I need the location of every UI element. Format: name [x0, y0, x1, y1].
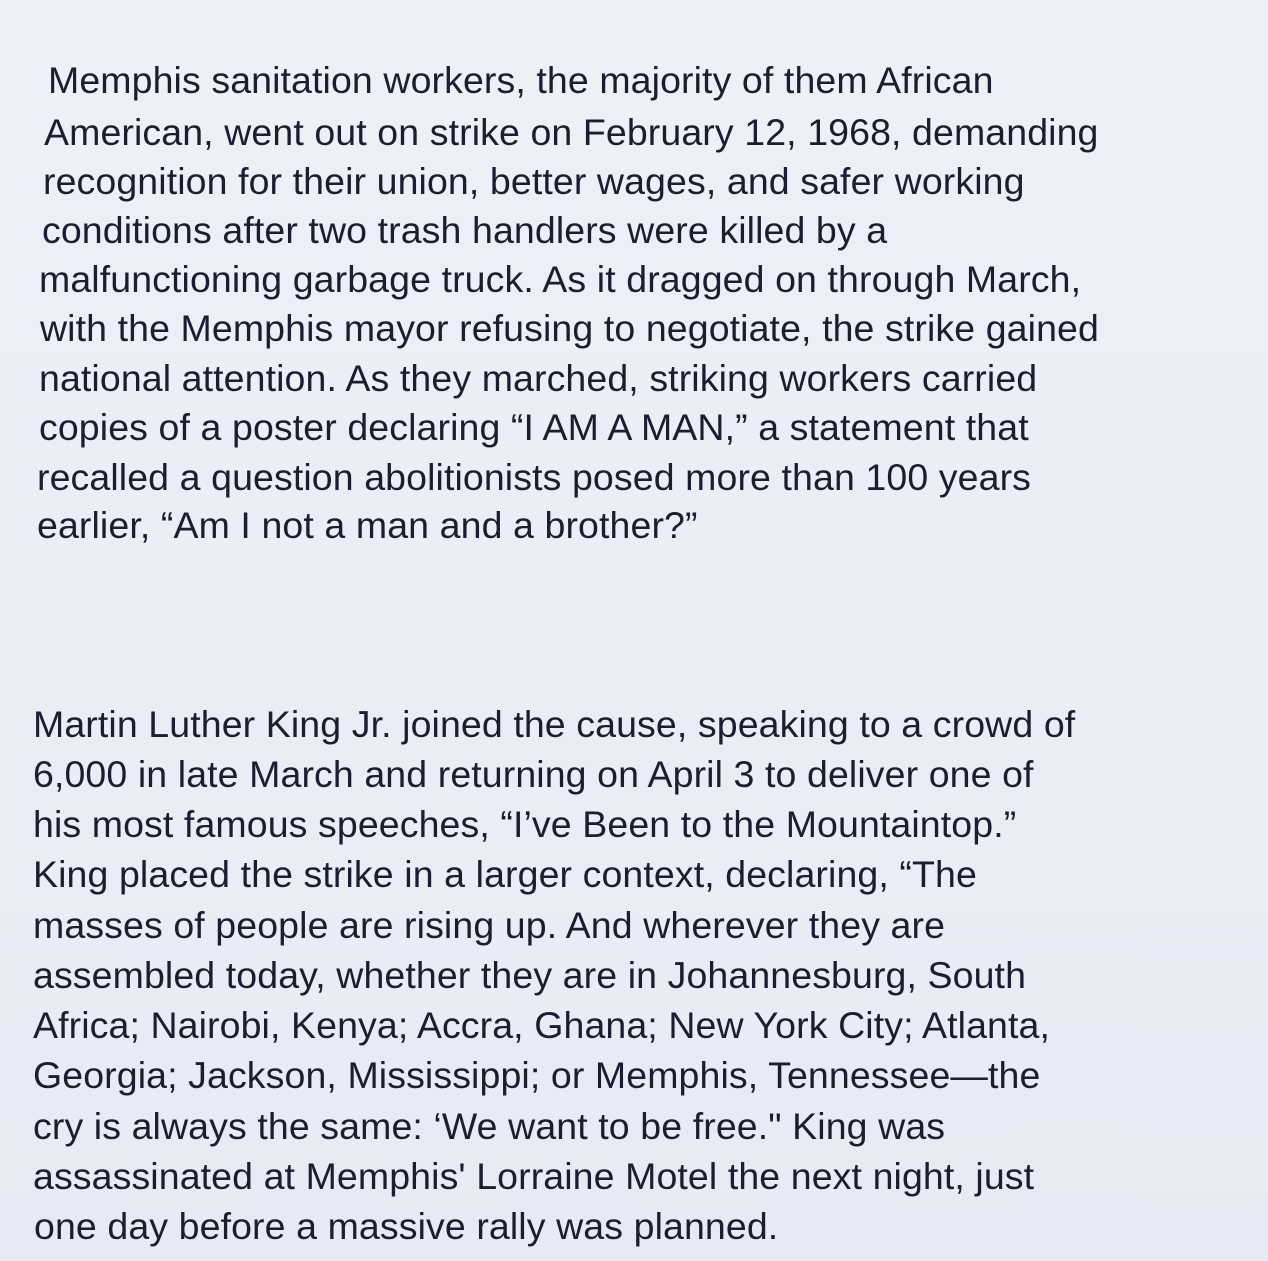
paragraph-line: cry is always the same: ‘We want to be free." King was: [33, 1105, 946, 1147]
paragraph-line: recognition for their union, better wages, and safer working: [43, 160, 1025, 202]
paragraph-line: recalled a question abolitionists posed more than 100 years: [37, 456, 1032, 498]
paragraph-line: Africa; Nairobi, Kenya; Accra, Ghana; New York City; Atlanta,: [33, 1004, 1051, 1046]
paragraph-line: conditions after two trash handlers were killed by a: [42, 209, 888, 251]
paragraph-line: Martin Luther King Jr. joined the cause, speaking to a crowd of: [33, 703, 1076, 745]
paragraph-line: Georgia; Jackson, Mississippi; or Memphis, Tennessee—the: [33, 1054, 1041, 1096]
paragraph-line: earlier, “Am I not a man and a brother?”: [37, 504, 698, 546]
paragraph-line: one day before a massive rally was planned.: [34, 1205, 779, 1247]
paragraph-line: American, went out on strike on February 12, 1968, demanding: [44, 111, 1099, 153]
paragraph-line: King placed the strike in a larger context, declaring, “The: [33, 853, 977, 895]
paragraph-line: malfunctioning garbage truck. As it dragged on through March,: [39, 258, 1082, 300]
paragraph-line: assassinated at Memphis' Lorraine Motel the next night, just: [33, 1155, 1035, 1197]
paragraph-line: assembled today, whether they are in Johannesburg, South: [33, 954, 1027, 996]
paragraph-line: with the Memphis mayor refusing to negotiate, the strike gained: [40, 307, 1099, 349]
paragraph-line: national attention. As they marched, striking workers carried: [39, 357, 1038, 399]
paragraph-line: 6,000 in late March and returning on April 3 to deliver one of: [33, 753, 1034, 795]
paragraph-line: copies of a poster declaring “I AM A MAN,” a statement that: [39, 406, 1029, 448]
paragraph-line: masses of people are rising up. And wherever they are: [33, 904, 946, 946]
paragraph-line: his most famous speeches, “I’ve Been to the Mountaintop.”: [33, 803, 1017, 845]
paragraph-line: Memphis sanitation workers, the majority of them African: [48, 59, 994, 101]
